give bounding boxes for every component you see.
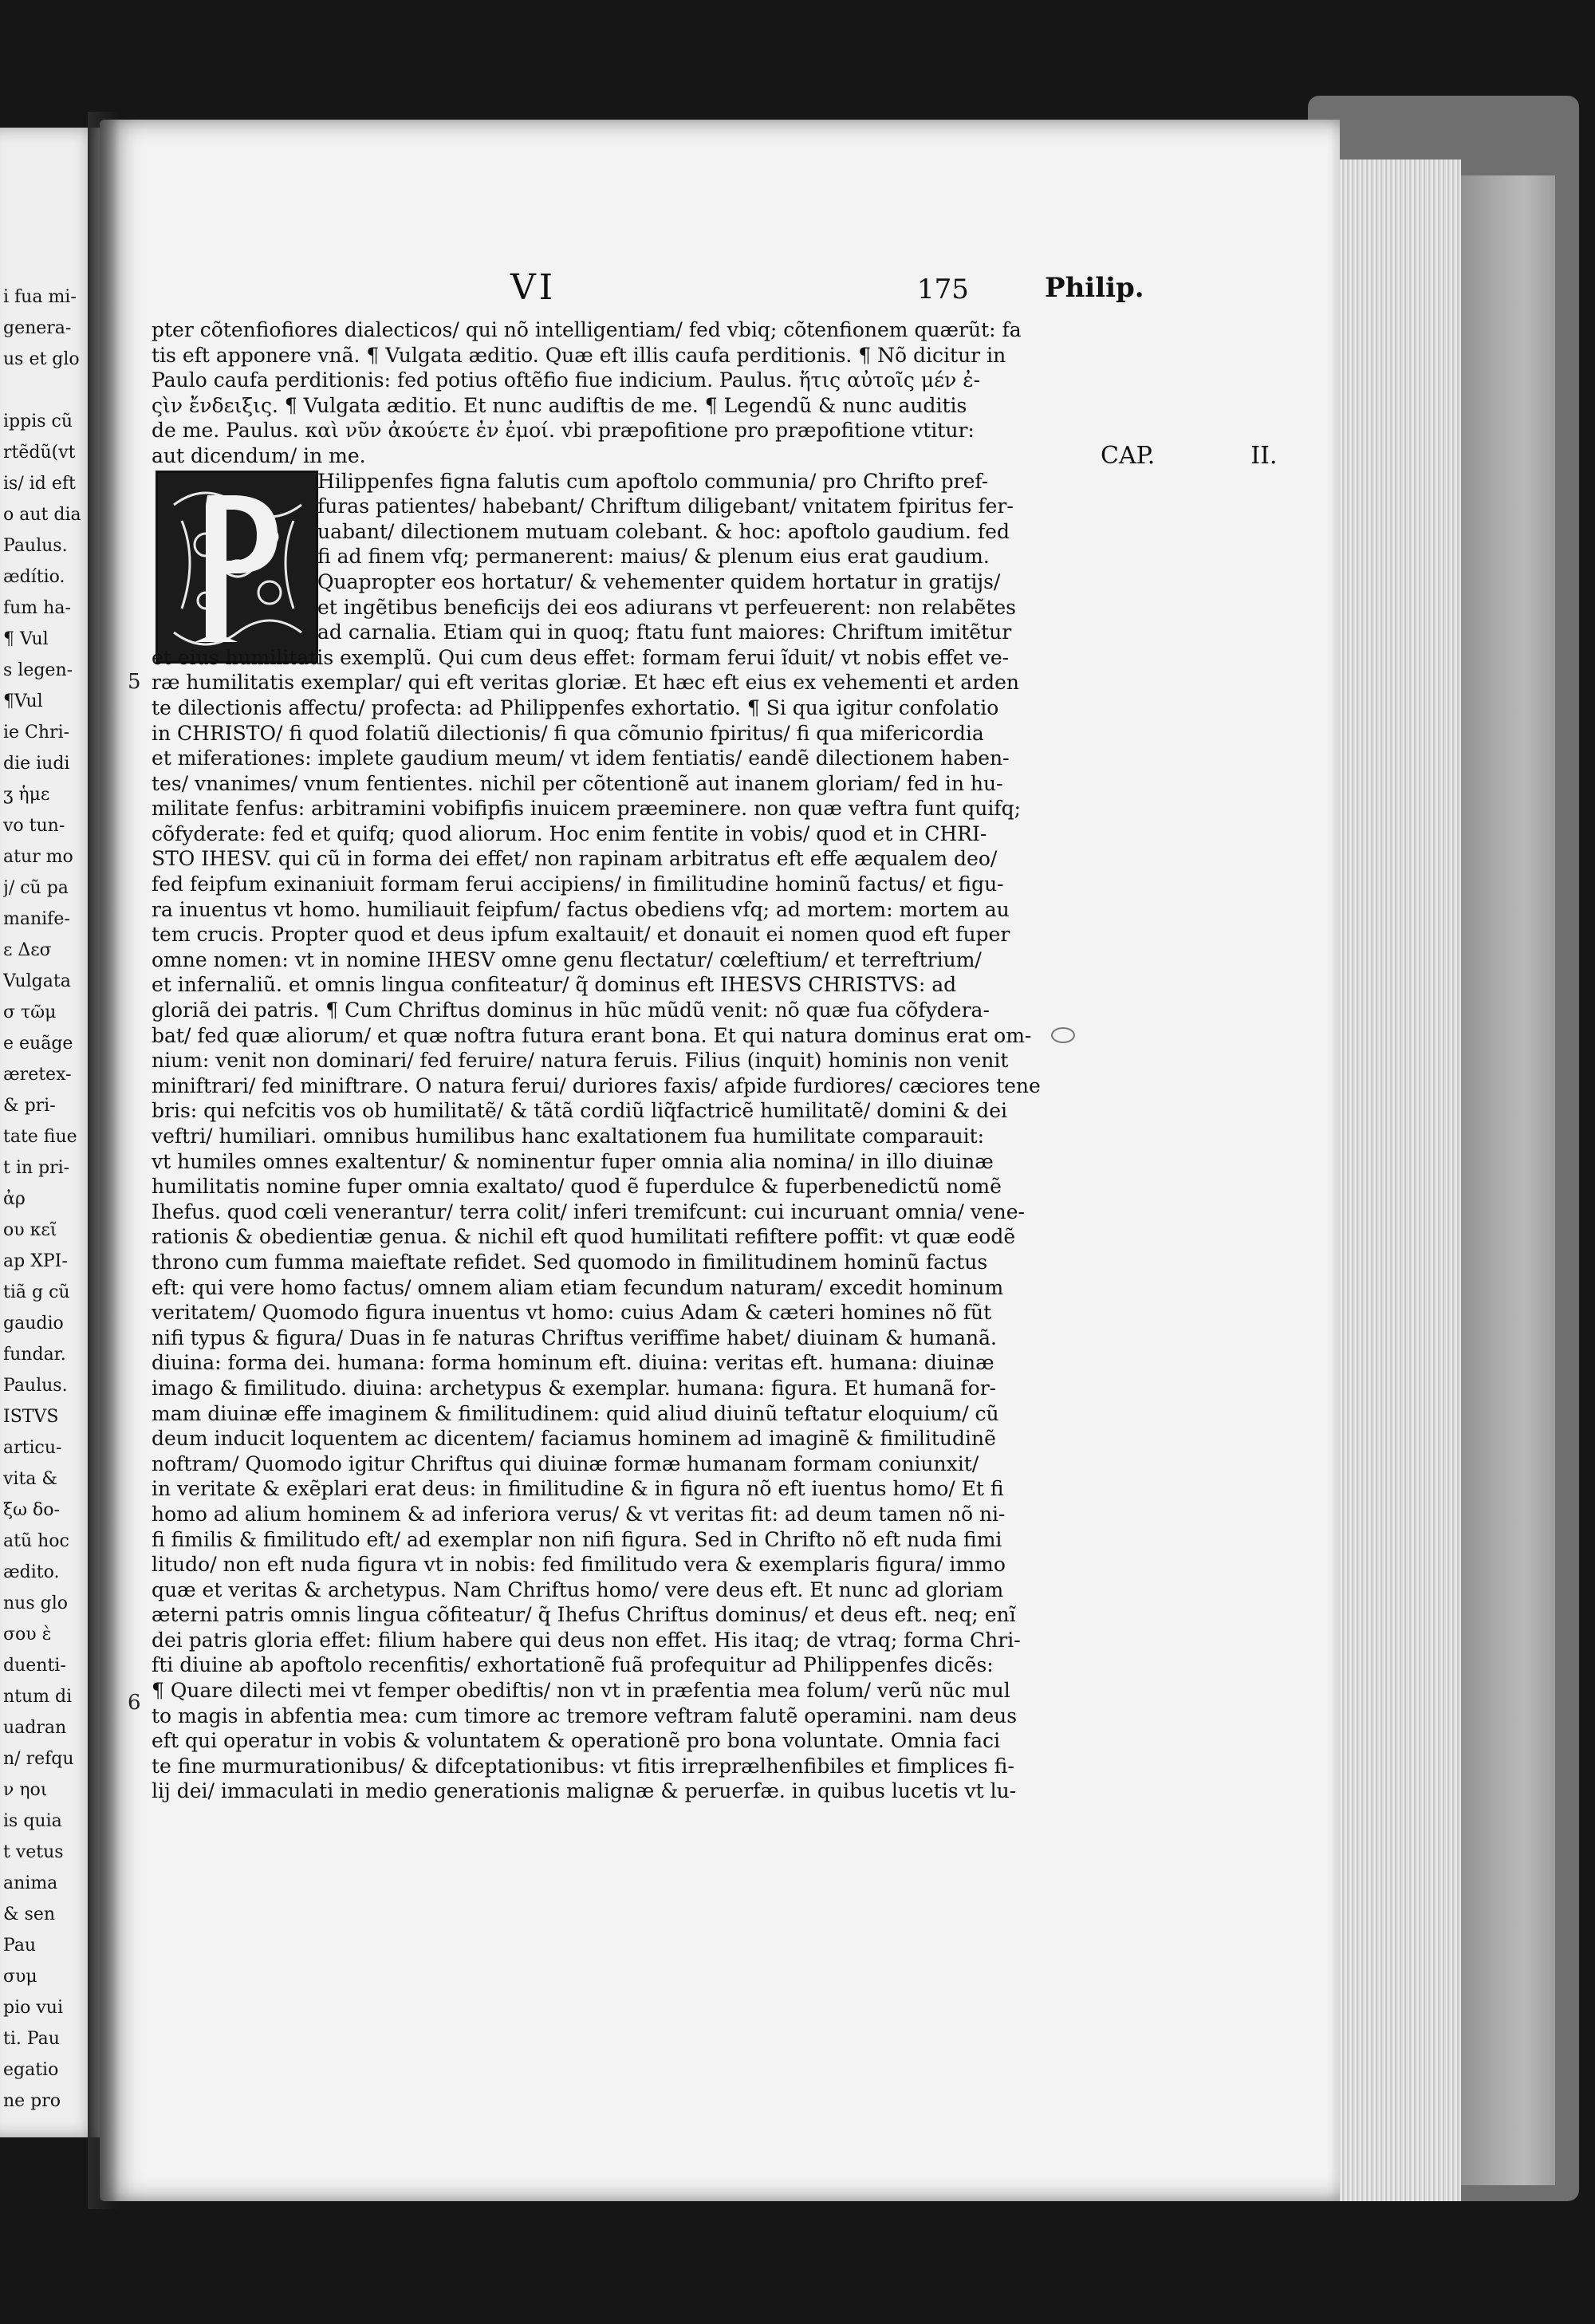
book-cover-edge xyxy=(1451,175,1555,2185)
left-page-line: Paulus. xyxy=(3,1376,68,1396)
left-page-line: ¶ Vul xyxy=(3,629,49,649)
text-line: et eius humilitatis exemplũ. Qui cum deus effet: formam ferui ĩduit/ vt nobis effet ve- xyxy=(152,645,1010,669)
chapter-label: CAP. xyxy=(1101,442,1156,470)
left-page-line: us et glo xyxy=(3,349,80,369)
left-page-line: ν ηοι xyxy=(3,1780,48,1800)
left-page-line: rtẽdũ(vt xyxy=(3,443,76,463)
left-page-line: t in pri- xyxy=(3,1158,70,1178)
text-line: homo ad alium hominem & ad inferiora verus/ & vt veritas fit: ad deum tamen nõ ni- xyxy=(152,1502,1006,1526)
text-line: deum inducit loquentem ac dicentem/ faciamus hominem ad imaginẽ & fimilitudinẽ xyxy=(152,1427,996,1451)
margin-number: 5 xyxy=(128,670,141,694)
left-page-line: ¶Vul xyxy=(3,691,43,711)
left-page-line: egatio xyxy=(3,2060,59,2080)
left-page-line: ædítio. xyxy=(3,567,65,587)
left-page-line: nus glo xyxy=(3,1593,68,1613)
text-line: æterni patris omnis lingua cõfiteatur/ q̃ Ihefus Chriftus dominus/ et deus eft. neq; enĩ xyxy=(152,1603,1016,1627)
text-line: imago & fimilitudo. diuina: archetypus & exemplar. humana: figura. Et humanã for- xyxy=(152,1376,997,1400)
text-line: uabant/ dilectionem mutuam colebant. & hoc: apoftolo gaudium. fed xyxy=(317,519,1010,543)
left-page-line: Pau xyxy=(3,1936,37,1956)
text-line: militate fenfus: arbitramini vobifipfis inuicem præeminere. non quæ veftra funt quifq; xyxy=(152,797,1022,821)
text-line: bris: qui nefcitis vos ob humilitatẽ/ & tãtã cordiũ liq̃factricẽ humilitatẽ/ domini & dei xyxy=(152,1099,1008,1123)
text-line: fed feipfum exinaniuit formam ferui accipiens/ in fimilitudine hominũ factus/ et figu- xyxy=(152,872,1004,896)
left-page-line: atur mo xyxy=(3,847,73,867)
text-line: cõfyderate: fed et quifq; quod aliorum. Hoc enim fentite in vobis/ quod et in CHRI- xyxy=(152,821,987,845)
text-line: Hilippenfes figna falutis cum apoftolo communia/ pro Chrifto pref- xyxy=(317,469,989,493)
left-page-line: anima xyxy=(3,1873,58,1893)
text-line: eft qui operatur in vobis & voluntatem & operationẽ pro bona voluntate. Omnia faci xyxy=(152,1729,1001,1753)
text-line: pter cõtenfiofiores dialecticos/ qui nõ intelligentiam/ fed vbiq; cõtenfionem quærũt: fa xyxy=(152,318,1022,341)
chapter-heading xyxy=(1101,443,1278,469)
text-line: tis eft apponere vnã. ¶ Vulgata æditio. Quæ eft illis caufa perditionis. ¶ Nõ dicitur in xyxy=(152,343,1006,367)
page-gutter-shadow xyxy=(88,112,120,2209)
text-line: dei patris gloria effet: filium habere qui deus non effet. His itaq; de vtraq; forma Chri- xyxy=(152,1628,1021,1652)
left-page-line: æretex- xyxy=(3,1065,72,1085)
text-line: tem crucis. Propter quod et deus ipfum exaltauit/ et donauit ei nomen quod eft fuper xyxy=(152,923,1010,947)
chapter-number: II. xyxy=(1250,442,1278,470)
book-name: Philip. xyxy=(1045,272,1144,304)
text-line: fti diuine ab apoftolo recenfitis/ exhortationẽ fuã profequitur ad Philippenfes dicẽs: xyxy=(152,1653,994,1677)
text-line: furas patientes/ habebant/ Chriftum diligebant/ vnitatem fpiritus fer- xyxy=(317,494,1014,518)
text-line: ςὶν ἔνδειξις. ¶ Vulgata æditio. Et nunc audiftis de me. ¶ Legendũ & nunc auditis xyxy=(152,393,967,417)
text-line: bat/ fed quæ aliorum/ et quæ noftra futura erant bona. Et qui natura dominus erat om- xyxy=(152,1023,1032,1047)
page-edges xyxy=(1324,160,1461,2201)
left-page-line: die iudi xyxy=(3,754,70,774)
text-line: litudo/ non eft nuda figura vt in nobis: fed fimilitudo vera & exemplaris figura/ immo xyxy=(152,1553,1006,1577)
left-page-line: Paulus. xyxy=(3,536,68,556)
text-line: veritatem/ Quomodo figura inuentus vt homo: cuius Adam & cæteri homines nõ fũt xyxy=(152,1301,992,1325)
text-line: et infernaliũ. et omnis lingua confiteatur/ q̃ dominus eft IHESVS CHRISTVS: ad xyxy=(152,973,957,997)
left-page-line: συμ xyxy=(3,1967,37,1987)
left-page-line: σ τῶμ xyxy=(3,1002,57,1022)
text-line: de me. Paulus. καὶ νῦν ἀκούετε ἐν ἐμοί. vbi præpofitione pro præpofitione vtitur: xyxy=(152,419,975,443)
left-page-line: o aut dia xyxy=(3,505,81,525)
left-page-line: uadran xyxy=(3,1718,67,1738)
left-page-line: duenti- xyxy=(3,1656,66,1676)
text-line: vt humiles omnes exaltentur/ & nominentur fuper omnia alia nomina/ in illo diuinæ xyxy=(152,1149,994,1173)
text-line: veftri/ humiliari. omnibus humilibus hanc exaltationem fua humilitate comparauit: xyxy=(152,1125,985,1148)
text-line: quæ et veritas & archetypus. Nam Chriftus homo/ vere deus eft. Et nunc ad gloriam xyxy=(152,1578,1004,1601)
text-line: Quapropter eos hortatur/ & vehementer quidem hortatur in gratijs/ xyxy=(317,569,1001,593)
text-line: lij dei/ immaculati in medio generationis malignæ & peruerfæ. in quibus lucetis vt lu- xyxy=(152,1779,1017,1803)
left-page-line: ne pro xyxy=(3,2091,61,2111)
left-page-line: σου ὲ xyxy=(3,1625,52,1645)
text-line: fi fimilis & fimilitudo eft/ ad exemplar non nifi figura. Sed in Chrifto nõ eft nuda fimi xyxy=(152,1527,1002,1551)
text-line: in veritate & exẽplari erat deus: in fimilitudine & in figura nõ eft iuentus homo/ Et fi xyxy=(152,1477,1004,1501)
left-page-line: ʒ ἡμε xyxy=(3,785,50,805)
text-line: STO IHESV. qui cũ in forma dei effet/ non rapinam arbitratus eft effe æqualem deo/ xyxy=(152,847,998,871)
left-page-line: gaudio xyxy=(3,1314,64,1333)
left-page-line: ap XPI- xyxy=(3,1251,68,1271)
left-page-line: j/ cũ pa xyxy=(3,878,69,898)
left-page-line: ædito. xyxy=(3,1562,60,1582)
text-line: nifi typus & figura/ Duas in fe naturas Chriftus veriffime habet/ diuinam & humanã. xyxy=(152,1325,997,1349)
text-line: humilitatis nomine fuper omnia exaltato/ quod ẽ fuperdulce & fuperbenedictũ nomẽ xyxy=(152,1175,1002,1199)
left-page-line: ξω δο- xyxy=(3,1500,60,1520)
text-line: to magis in abfentia mea: cum timore ac tremore veftram falutẽ operamini. nam deus xyxy=(152,1704,1018,1727)
left-page-line: Vulgata xyxy=(3,971,71,991)
left-page-line: tiã g cũ xyxy=(3,1282,70,1302)
page-header xyxy=(0,267,1595,315)
text-line: te fine murmurationibus/ & difceptationibus: vt fitis irreprælhenfibiles et fimplices fi- xyxy=(152,1754,1014,1778)
left-page-line: e euãge xyxy=(3,1034,73,1054)
left-page-line: n/ refqu xyxy=(3,1749,74,1769)
text-line: ræ humilitatis exemplar/ qui eft veritas gloriæ. Et hæc eft eius ex vehementi et arden xyxy=(152,671,1020,695)
text-line: mam diuinæ effe imaginem & fimilitudinem: quid aliud diuinũ teftatur eloquium/ cũ xyxy=(152,1401,999,1425)
main-text-block xyxy=(152,317,1278,1804)
left-page-line: is quia xyxy=(3,1811,62,1831)
text-line: in CHRISTO/ fi quod folatiũ dilectionis/ fi qua cõmunio fpiritus/ fi qua mifericordia xyxy=(152,721,984,745)
left-page-line: & pri- xyxy=(3,1096,56,1116)
left-page-line: ε Δεσ xyxy=(3,940,52,960)
margin-number: 6 xyxy=(128,1691,141,1715)
text-line: nium: venit non dominari/ fed feruire/ natura feruis. Filius (inquit) hominis non venit xyxy=(152,1049,1009,1073)
text-line: gloriã dei patris. ¶ Cum Chriftus dominus in hũc mũdũ venit: nõ quæ fua cõfydera- xyxy=(152,999,990,1022)
left-page-line: vo tun- xyxy=(3,816,65,836)
left-page-line: vita & xyxy=(3,1469,57,1489)
left-page-line: ntum di xyxy=(3,1687,73,1707)
text-line: ¶ Quare dilecti mei vt femper obediftis/ non vt in præfentia mea folum/ verũ nũc mul xyxy=(152,1679,1010,1703)
left-page-line: ISTVS xyxy=(3,1407,59,1427)
left-page-line: manife- xyxy=(3,909,70,929)
text-line: ad carnalia. Etiam qui in quoq; ftatu funt maiores: Chriftum imitẽtur xyxy=(317,620,1012,644)
left-page-line: fundar. xyxy=(3,1345,66,1365)
text-line: fi ad finem vfq; permanerent: maius/ & plenum eius erat gaudium. xyxy=(317,545,990,569)
text-line: noftram/ Quomodo igitur Chriftus qui diuinæ formæ humanam formam coniunxit/ xyxy=(152,1452,979,1475)
left-page-line: genera- xyxy=(3,318,72,338)
left-page-line: articu- xyxy=(3,1438,62,1458)
left-page-line: t vetus xyxy=(3,1842,64,1862)
left-page-line: & sen xyxy=(3,1904,56,1924)
running-title: VI xyxy=(510,267,557,308)
text-line: et ingẽtibus beneficijs dei eos adiurans vt perfeuerent: non relabẽtes xyxy=(317,595,1016,619)
left-page-line: ti. Pau xyxy=(3,2029,60,2049)
page-number: 175 xyxy=(917,274,969,305)
text-line: rationis & obedientiæ genua. & nichil eft quod humilitati refiftere poffit: vt quæ eodẽ xyxy=(152,1225,1016,1249)
text-line: aut dicendum/ in me. xyxy=(152,443,366,467)
text-line: omne nomen: vt in nomine IHESV omne genu flectatur/ cœleftium/ et terreftrium/ xyxy=(152,947,982,971)
text-line: throno cum fumma maieftate refidet. Sed quomodo in fimilitudinem hominũ factus xyxy=(152,1250,988,1274)
left-page-line: is/ id eft xyxy=(3,474,76,494)
text-line: te dilectionis affectu/ profecta: ad Philippenfes exhortatio. ¶ Si qua igitur confolatio xyxy=(152,695,999,719)
left-page-line: ie Chri- xyxy=(3,723,70,742)
text-line: miniftrari/ fed miniftrare. O natura ferui/ duriores faxis/ afpide furdiores/ cæciores tene xyxy=(152,1073,1041,1097)
left-page-line: ippis cũ xyxy=(3,412,73,431)
text-line: et miferationes: implete gaudium meum/ vt idem fentiatis/ eandẽ dilectionem haben- xyxy=(152,746,1010,770)
left-page-line: pio vui xyxy=(3,1998,63,2018)
paper-blemish xyxy=(1051,1027,1075,1043)
text-line: Ihefus. quod cœli venerantur/ terra colit/ inferi tremifcunt: cui incuruant omnia/ vene- xyxy=(152,1199,1025,1223)
text-line: ra inuentus vt homo. humiliauit feipfum/ factus obediens vfq; ad mortem: mortem au xyxy=(152,897,1010,921)
text-line: Paulo caufa perditionis: fed potius oftẽfio fiue indicium. Paulus. ἥτις αὐτοῖς μέν ἐ- xyxy=(152,368,981,392)
text-line: eft: qui vere homo factus/ omnem aliam etiam fecundum naturam/ excedit hominum xyxy=(152,1275,1004,1299)
left-page-line: s legen- xyxy=(3,660,73,680)
text-line: diuina: forma dei. humana: forma hominum eft. diuina: veritas eft. humana: diuinæ xyxy=(152,1351,994,1375)
left-page-line: atũ hoc xyxy=(3,1531,69,1551)
left-page-line: tate fiue xyxy=(3,1127,77,1147)
left-page-line: fum ha- xyxy=(3,598,71,618)
left-page-line: ου κεῖ xyxy=(3,1220,57,1240)
left-page-line: ἀρ xyxy=(3,1189,26,1209)
left-page-line: i fua mi- xyxy=(3,287,77,307)
text-line: tes/ vnanimes/ vnum fentientes. nichil per cõtentionẽ aut inanem gloriam/ fed in hu- xyxy=(152,771,1003,795)
